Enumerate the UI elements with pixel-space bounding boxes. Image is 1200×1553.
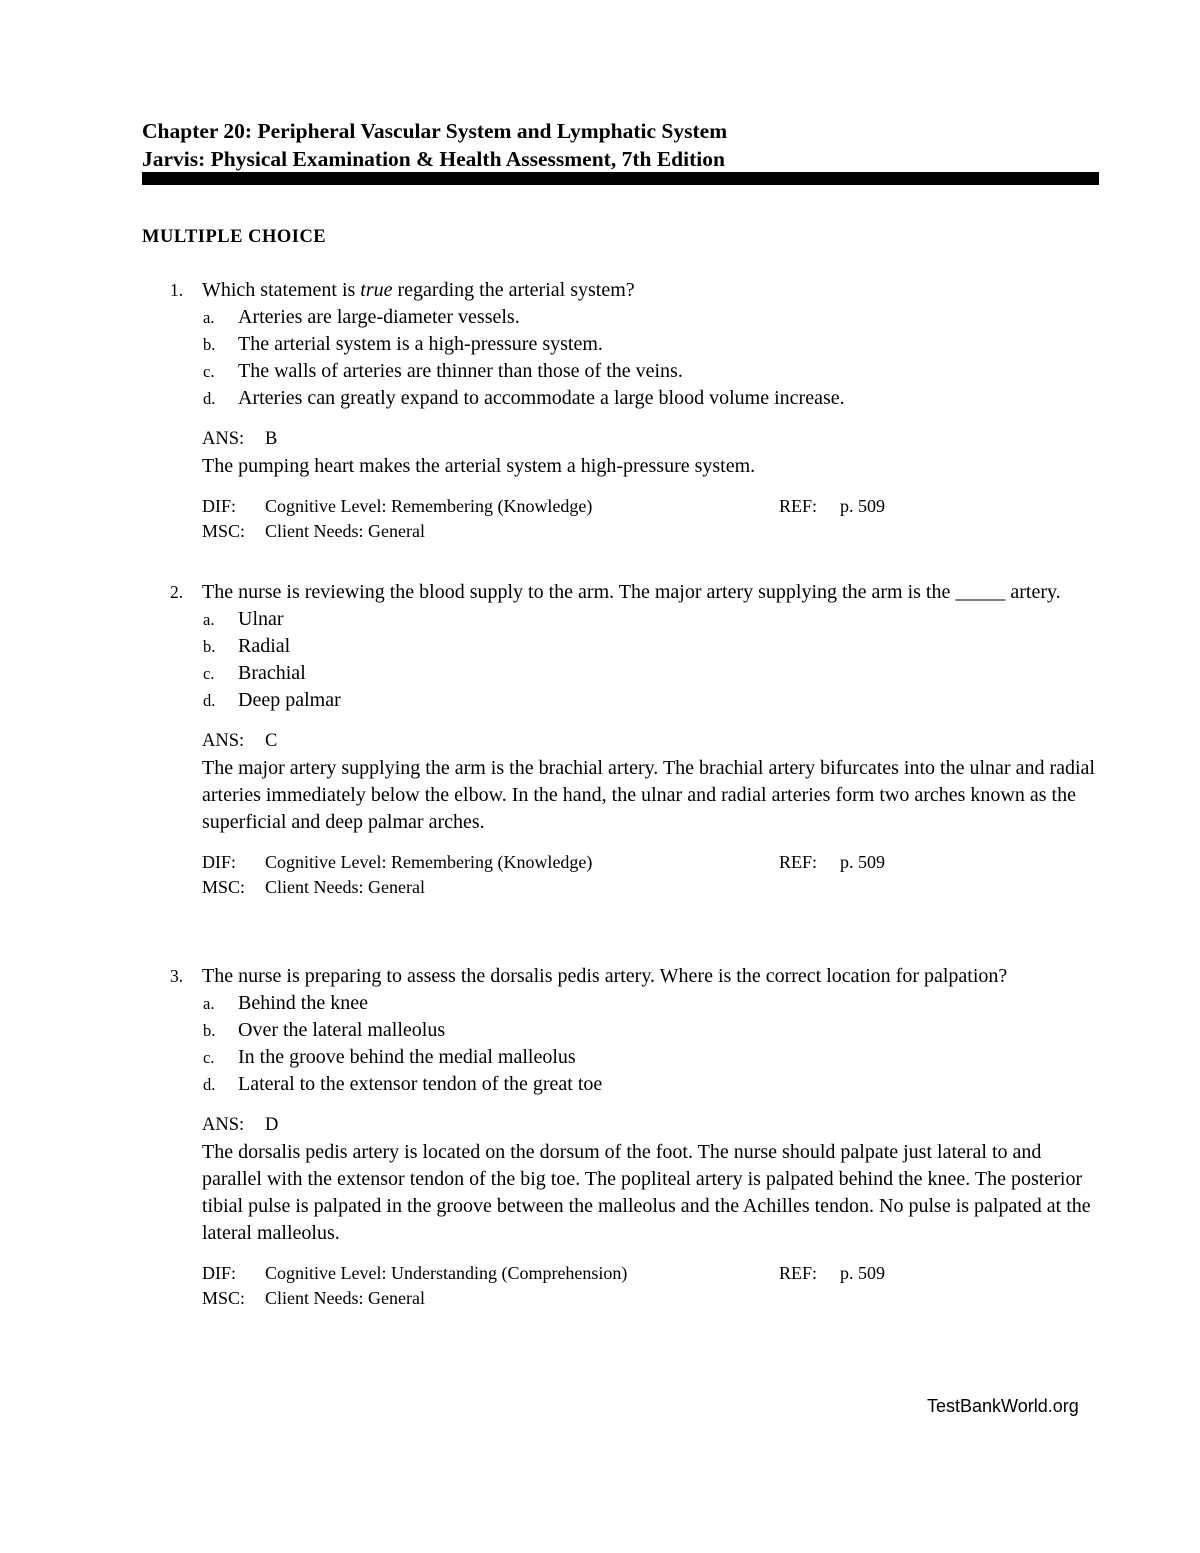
- dif-label: DIF:: [202, 496, 237, 516]
- choice-list: [142, 990, 1102, 1098]
- question-meta: [142, 1261, 1102, 1311]
- question-number: 1.: [170, 280, 184, 300]
- answer-value: D: [265, 1115, 279, 1135]
- choice-letter: b.: [203, 637, 216, 656]
- choice-text: Brachial: [238, 662, 306, 684]
- question-meta: [142, 494, 1102, 544]
- msc-label: MSC:: [202, 521, 246, 541]
- msc-value: Client Needs: General: [265, 521, 425, 541]
- choice-letter: c.: [203, 1048, 215, 1067]
- rationale: The pumping heart makes the arterial system a high-pressure system.: [202, 455, 756, 477]
- question-stem: [142, 579, 1102, 606]
- choice-letter: b.: [203, 335, 216, 354]
- book-title: Jarvis: Physical Examination & Health Assessment, 7th Edition: [142, 147, 725, 171]
- answer-line: [142, 1112, 1102, 1139]
- choice-letter: d.: [203, 1075, 216, 1094]
- answer-line: [142, 426, 1102, 453]
- ref-label: REF:: [779, 496, 818, 516]
- choice-d: [142, 385, 1102, 412]
- msc-row: [202, 875, 1102, 900]
- section-title: MULTIPLE CHOICE: [142, 227, 327, 247]
- stem-text: Which statement is: [202, 279, 361, 301]
- ref-value: p. 509: [840, 1263, 885, 1283]
- choice-a: [142, 304, 1102, 331]
- choice-text: In the groove behind the medial malleolus: [238, 1046, 576, 1068]
- choice-list: [142, 304, 1102, 412]
- choice-text: Arteries are large-diameter vessels.: [238, 306, 520, 328]
- dif-value: Cognitive Level: Understanding (Comprehension): [265, 1263, 628, 1283]
- choice-text: The arterial system is a high-pressure system.: [238, 333, 603, 355]
- stem-text: The nurse is preparing to assess the dorsalis pedis artery. Where is the correct location for palpation?: [202, 965, 1008, 987]
- answer-value: B: [265, 429, 278, 449]
- document-header: [142, 117, 1099, 173]
- answer-line: [142, 728, 1102, 755]
- question-number: 3.: [170, 966, 184, 986]
- choice-b: [142, 331, 1102, 358]
- ref-value: p. 509: [840, 852, 885, 872]
- choice-text: Behind the knee: [238, 992, 368, 1014]
- dif-value: Cognitive Level: Remembering (Knowledge): [265, 852, 593, 872]
- choice-letter: a.: [203, 610, 215, 629]
- footer-watermark: TestBankWorld.org: [927, 1396, 1079, 1416]
- question-number: 2.: [170, 582, 184, 602]
- answer-label: ANS:: [202, 731, 245, 751]
- choice-a: [142, 606, 1102, 633]
- dif-row: [202, 1261, 1102, 1286]
- dif-value: Cognitive Level: Remembering (Knowledge): [265, 496, 593, 516]
- choice-letter: b.: [203, 1021, 216, 1040]
- choice-letter: d.: [203, 389, 216, 408]
- choice-c: [142, 358, 1102, 385]
- answer-label: ANS:: [202, 1115, 245, 1135]
- msc-row: [202, 519, 1102, 544]
- msc-label: MSC:: [202, 877, 246, 897]
- dif-row: [202, 494, 1102, 519]
- choice-text: Deep palmar: [238, 689, 341, 711]
- rationale: The dorsalis pedis artery is located on the dorsum of the foot. The nurse should palpate just lateral to and parallel with the extensor tendon of the big toe. The popliteal artery is palpated behind the knee. The posterior tibial pulse is palpated in the groove between the malleolus and the Achilles tendon. No pulse is palpated at the lateral malleolus.: [202, 1141, 1091, 1244]
- choice-letter: c.: [203, 362, 215, 381]
- stem-emphasis: true: [360, 279, 393, 301]
- msc-value: Client Needs: General: [265, 877, 425, 897]
- question-meta: [142, 850, 1102, 900]
- choice-text: Arteries can greatly expand to accommodate a large blood volume increase.: [238, 387, 845, 409]
- choice-d: [142, 687, 1102, 714]
- answer-value: C: [265, 731, 278, 751]
- chapter-title: Chapter 20: Peripheral Vascular System and Lymphatic System: [142, 119, 728, 143]
- choice-text: Over the lateral malleolus: [238, 1019, 446, 1041]
- choice-b: [142, 633, 1102, 660]
- question-3: [142, 963, 1102, 1311]
- question-1: [142, 277, 1102, 544]
- choice-text: Lateral to the extensor tendon of the great toe: [238, 1073, 603, 1095]
- choice-b: [142, 1017, 1102, 1044]
- choice-letter: a.: [203, 994, 215, 1013]
- stem-text-end: regarding the arterial system?: [392, 279, 635, 301]
- question-stem: [142, 277, 1102, 304]
- dif-label: DIF:: [202, 1263, 237, 1283]
- ref-label: REF:: [779, 1263, 818, 1283]
- msc-value: Client Needs: General: [265, 1288, 425, 1308]
- header-rule: [142, 172, 1099, 185]
- question-2: [142, 579, 1102, 900]
- choice-text: The walls of arteries are thinner than those of the veins.: [238, 360, 683, 382]
- choice-a: [142, 990, 1102, 1017]
- choice-c: [142, 660, 1102, 687]
- question-stem: [142, 963, 1102, 990]
- dif-row: [202, 850, 1102, 875]
- choice-list: [142, 606, 1102, 714]
- ref-label: REF:: [779, 852, 818, 872]
- choice-text: Radial: [238, 635, 291, 657]
- choice-letter: c.: [203, 664, 215, 683]
- dif-label: DIF:: [202, 852, 237, 872]
- msc-row: [202, 1286, 1102, 1311]
- choice-d: [142, 1071, 1102, 1098]
- rationale: The major artery supplying the arm is the brachial artery. The brachial artery bifurcates into the ulnar and radial arteries immediately below the elbow. In the hand, the ulnar and radial arteries form two arches known as the superficial and deep palmar arches.: [202, 757, 1095, 833]
- answer-label: ANS:: [202, 429, 245, 449]
- stem-text: The nurse is reviewing the blood supply to the arm. The major artery supplying the arm is the _____ artery.: [202, 581, 1061, 603]
- ref-value: p. 509: [840, 496, 885, 516]
- choice-c: [142, 1044, 1102, 1071]
- choice-letter: d.: [203, 691, 216, 710]
- choice-text: Ulnar: [238, 608, 284, 630]
- msc-label: MSC:: [202, 1288, 246, 1308]
- choice-letter: a.: [203, 308, 215, 327]
